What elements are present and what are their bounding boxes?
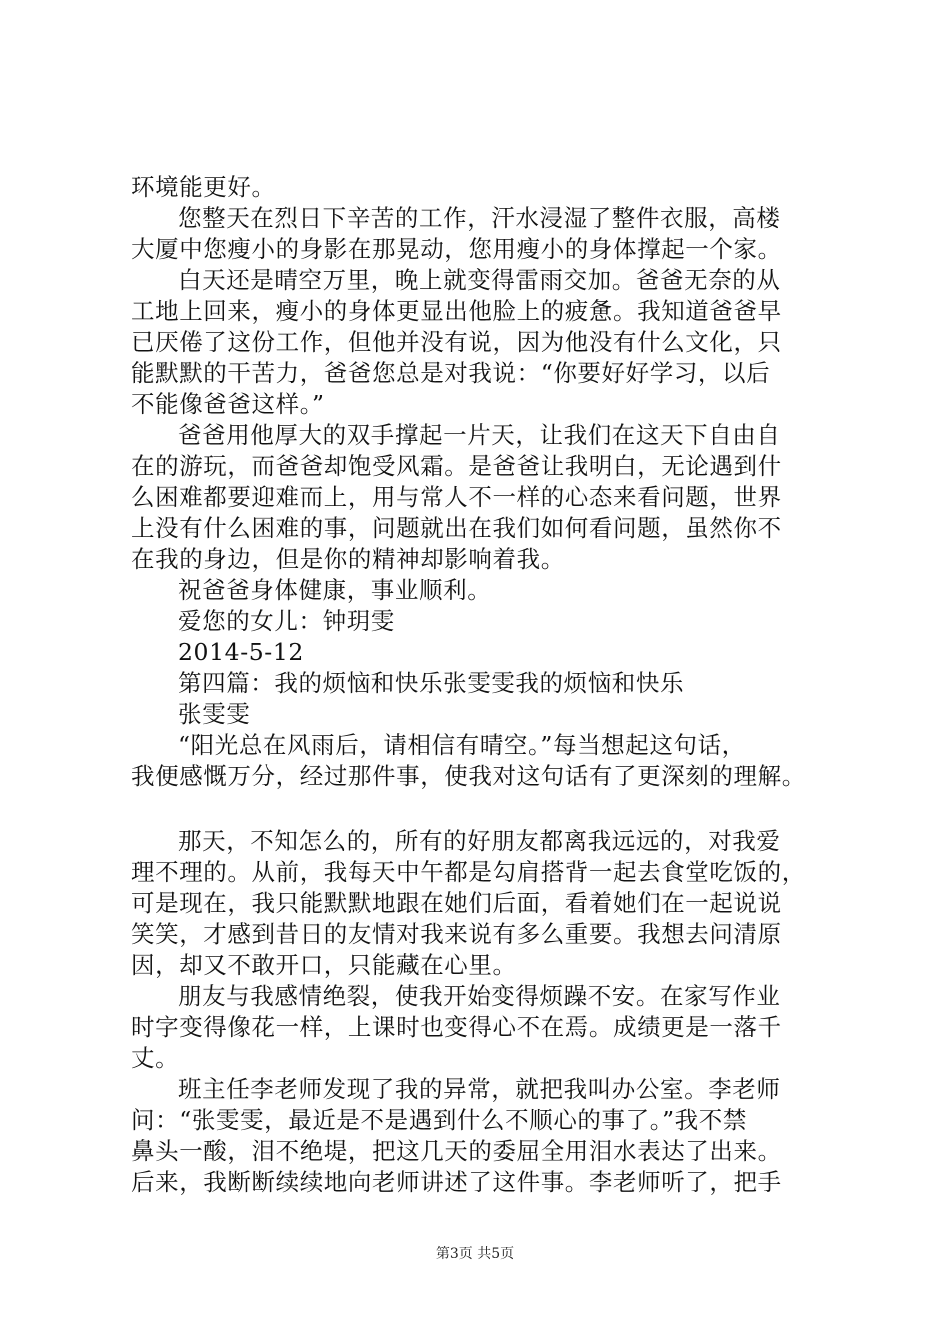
text-line: 爱您的女儿：钟玥雯 <box>178 607 395 635</box>
text-line: 班主任李老师发现了我的异常，就把我叫办公室。李老师 <box>178 1075 781 1103</box>
text-line: 问：“张雯雯，最近是不是遇到什么不顺心的事了。”我不禁 <box>131 1106 747 1134</box>
text-line: 在我的身边，但是你的精神却影响着我。 <box>131 545 565 573</box>
page-number-footer: 第3页 共5页 <box>435 1246 515 1262</box>
text-line: 已厌倦了这份工作，但他并没有说，因为他没有什么文化，只 <box>131 328 782 356</box>
text-line: 后来，我断断续续地向老师讲述了这件事。李老师听了，把手 <box>131 1168 782 1196</box>
text-line: 工地上回来，瘦小的身体更显出他脸上的疲惫。我知道爸爸早 <box>131 297 782 325</box>
text-line: 不能像爸爸这样。” <box>131 390 325 418</box>
text-line: 笑笑，才感到昔日的友情对我来说有多么重要。我想去问清原 <box>131 920 782 948</box>
text-line: 那天，不知怎么的，所有的好朋友都离我远远的，对我爱 <box>178 827 781 855</box>
text-line: 朋友与我感情绝裂，使我开始变得烦躁不安。在家写作业 <box>178 982 781 1010</box>
text-line: 大厦中您瘦小的身影在那晃动，您用瘦小的身体撑起一个家。 <box>131 235 782 263</box>
text-line: 2014-5-12 <box>178 638 304 666</box>
text-line: 可是现在，我只能默默地跟在她们后面，看着她们在一起说说 <box>131 889 782 917</box>
text-line: 第四篇：我的烦恼和快乐张雯雯我的烦恼和快乐 <box>178 669 685 697</box>
text-line: 理不理的。从前，我每天中午都是勾肩搭背一起去食堂吃饭的， <box>131 858 806 886</box>
text-line: 能默默的干苦力，爸爸您总是对我说：“你要好好学习，以后 <box>131 359 771 387</box>
text-line: 鼻头一酸，泪不绝堤，把这几天的委屈全用泪水表达了出来。 <box>131 1137 782 1165</box>
text-line: 我便感慨万分，经过那件事，使我对这句话有了更深刻的理解。 <box>131 762 806 790</box>
text-line: 环境能更好。 <box>131 173 276 201</box>
text-line: 么困难都要迎难而上，用与常人不一样的心态来看问题，世界 <box>131 483 782 511</box>
text-line: 因，却又不敢开口，只能藏在心里。 <box>131 951 517 979</box>
text-line: “阳光总在风雨后，请相信有晴空。”每当想起这句话， <box>178 731 746 759</box>
text-line: 白天还是晴空万里，晚上就变得雷雨交加。爸爸无奈的从 <box>178 266 781 294</box>
text-line: 丈。 <box>131 1044 180 1072</box>
document-body <box>131 172 851 1198</box>
text-line: 在的游玩，而爸爸却饱受风霜。是爸爸让我明白，无论遇到什 <box>131 452 782 480</box>
text-line: 上没有什么困难的事，问题就出在我们如何看问题，虽然你不 <box>131 514 782 542</box>
text-line: 祝爸爸身体健康，事业顺利。 <box>178 576 492 604</box>
text-line: 爸爸用他厚大的双手撑起一片天，让我们在这天下自由自 <box>178 421 781 449</box>
text-line: 时字变得像花一样，上课时也变得心不在焉。成绩更是一落千 <box>131 1013 782 1041</box>
text-line: 张雯雯 <box>178 700 251 728</box>
blank-line <box>131 792 851 826</box>
text-line: 您整天在烈日下辛苦的工作，汗水浸湿了整件衣服，高楼 <box>178 204 781 232</box>
